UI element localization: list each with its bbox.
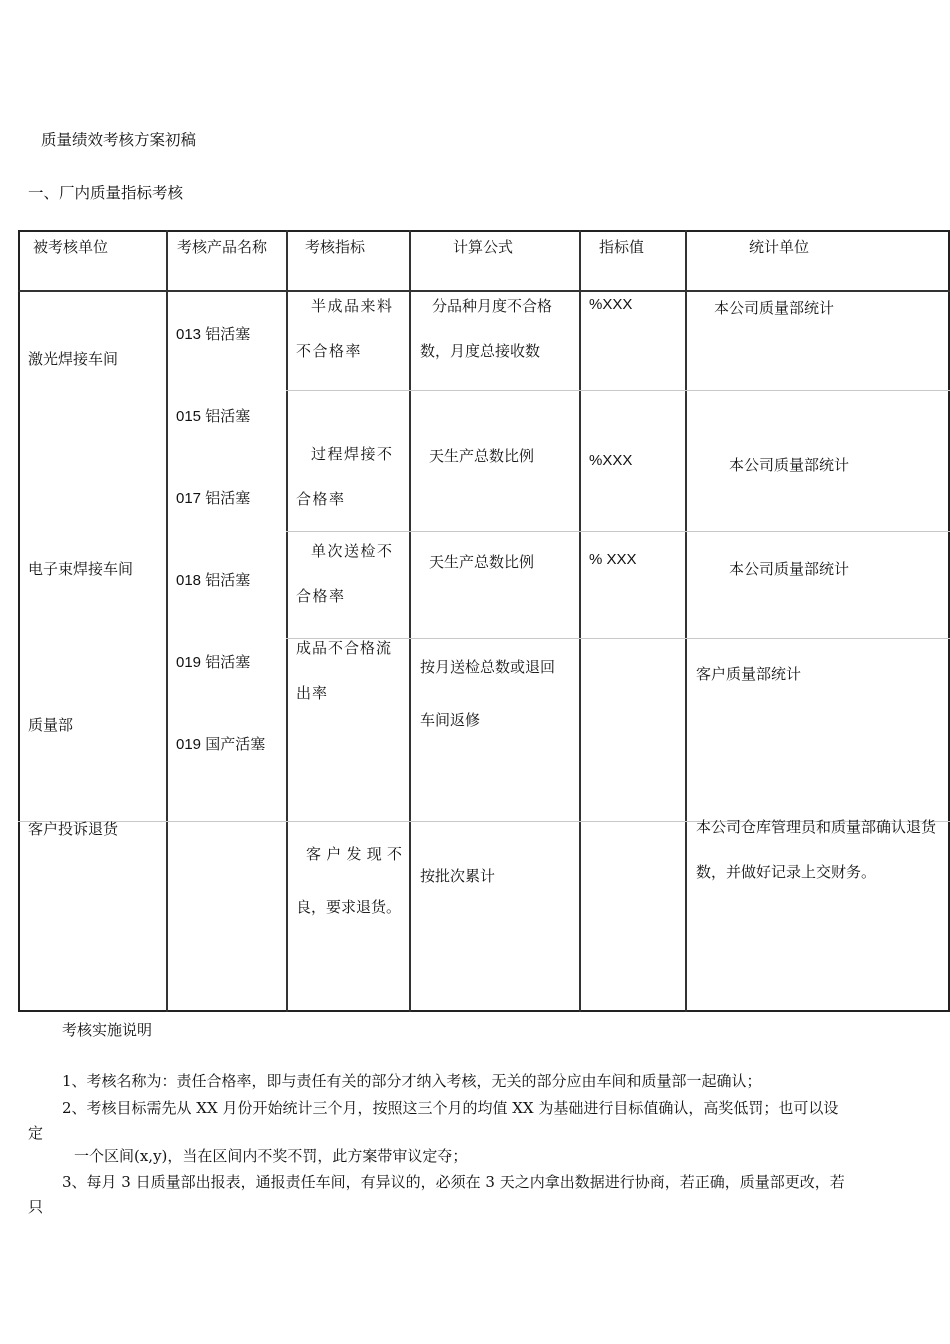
note-line: 1、考核名称为：责任合格率，即与责任有关的部分才纳入考核，无关的部分应由车间和质量部一起确认； <box>62 1072 762 1090</box>
unit-cell: 客户投诉退货 <box>28 820 119 838</box>
section-title: 一、厂内质量指标考核 <box>28 184 184 202</box>
note-line: 定 <box>28 1124 44 1142</box>
indicator-cell: 单次送检不合格率 <box>296 542 394 605</box>
header-product: 考核产品名称 <box>177 238 268 256</box>
indicator-cell: 成品不合格流出率 <box>296 639 393 702</box>
header-indicator: 考核指标 <box>305 238 366 256</box>
value-cell: % XXX <box>589 551 637 568</box>
unit-cell: 激光焊接车间 <box>28 350 119 368</box>
stat-cell: 客户质量部统计 <box>696 665 802 683</box>
col-divider <box>286 230 288 1012</box>
formula-cell: 按批次累计 <box>420 867 496 885</box>
header-stat-unit: 统计单位 <box>749 238 810 256</box>
formula-cell: 分品种月度不合格数，月度总接收数 <box>420 297 553 360</box>
formula-cell: 按月送检总数或退回车间返修 <box>420 658 556 729</box>
formula-cell: 天生产总数比例 <box>429 553 535 571</box>
note-line: 一个区间(x,y)，当在区间内不奖不罚，此方案带审议定夺； <box>74 1147 468 1165</box>
stat-cell: 本公司仓库管理员和质量部确认退货数，并做好记录上交财务。 <box>696 818 937 881</box>
formula-cell: 天生产总数比例 <box>429 447 535 465</box>
col-divider <box>685 230 687 1012</box>
note-line: 只 <box>28 1198 44 1216</box>
col-divider <box>579 230 581 1012</box>
stat-cell: 本公司质量部统计 <box>714 299 835 317</box>
product-cell: 015 铝活塞 <box>176 408 251 425</box>
product-cell: 013 铝活塞 <box>176 326 251 343</box>
product-cell: 019 铝活塞 <box>176 654 251 671</box>
unit-cell: 电子束焊接车间 <box>28 560 134 578</box>
note-line: 3、每月 3 日质量部出报表，通报责任车间，有异议的，必须在 3 天之内拿出数据进行协商，若正确，质量部更改，若 <box>62 1173 845 1191</box>
col-divider <box>166 230 168 1012</box>
indicator-cell: 过程焊接不合格率 <box>296 445 394 508</box>
product-cell: 017 铝活塞 <box>176 490 251 507</box>
stat-cell: 本公司质量部统计 <box>729 456 850 474</box>
note-line: 2、考核目标需先从 XX 月份开始统计三个月，按照这三个月的均值 XX 为基础进行目标值确认，高奖低罚；也可以设 <box>62 1099 839 1117</box>
product-cell: 018 铝活塞 <box>176 572 251 589</box>
notes-heading: 考核实施说明 <box>62 1021 153 1039</box>
document-title: 质量绩效考核方案初稿 <box>41 131 197 149</box>
header-formula: 计算公式 <box>453 238 514 256</box>
col-divider <box>409 230 411 1012</box>
product-cell: 019 国产活塞 <box>176 736 266 753</box>
value-cell: %XXX <box>589 452 633 469</box>
indicator-cell: 客户发现不良，要求退货。 <box>296 845 402 916</box>
header-unit: 被考核单位 <box>33 238 109 256</box>
indicator-cell: 半成品来料不合格率 <box>296 297 394 360</box>
row-divider <box>286 390 950 391</box>
value-cell: %XXX <box>589 296 633 313</box>
stat-cell: 本公司质量部统计 <box>729 560 850 578</box>
unit-cell: 质量部 <box>28 716 74 734</box>
header-value: 指标值 <box>599 238 645 256</box>
